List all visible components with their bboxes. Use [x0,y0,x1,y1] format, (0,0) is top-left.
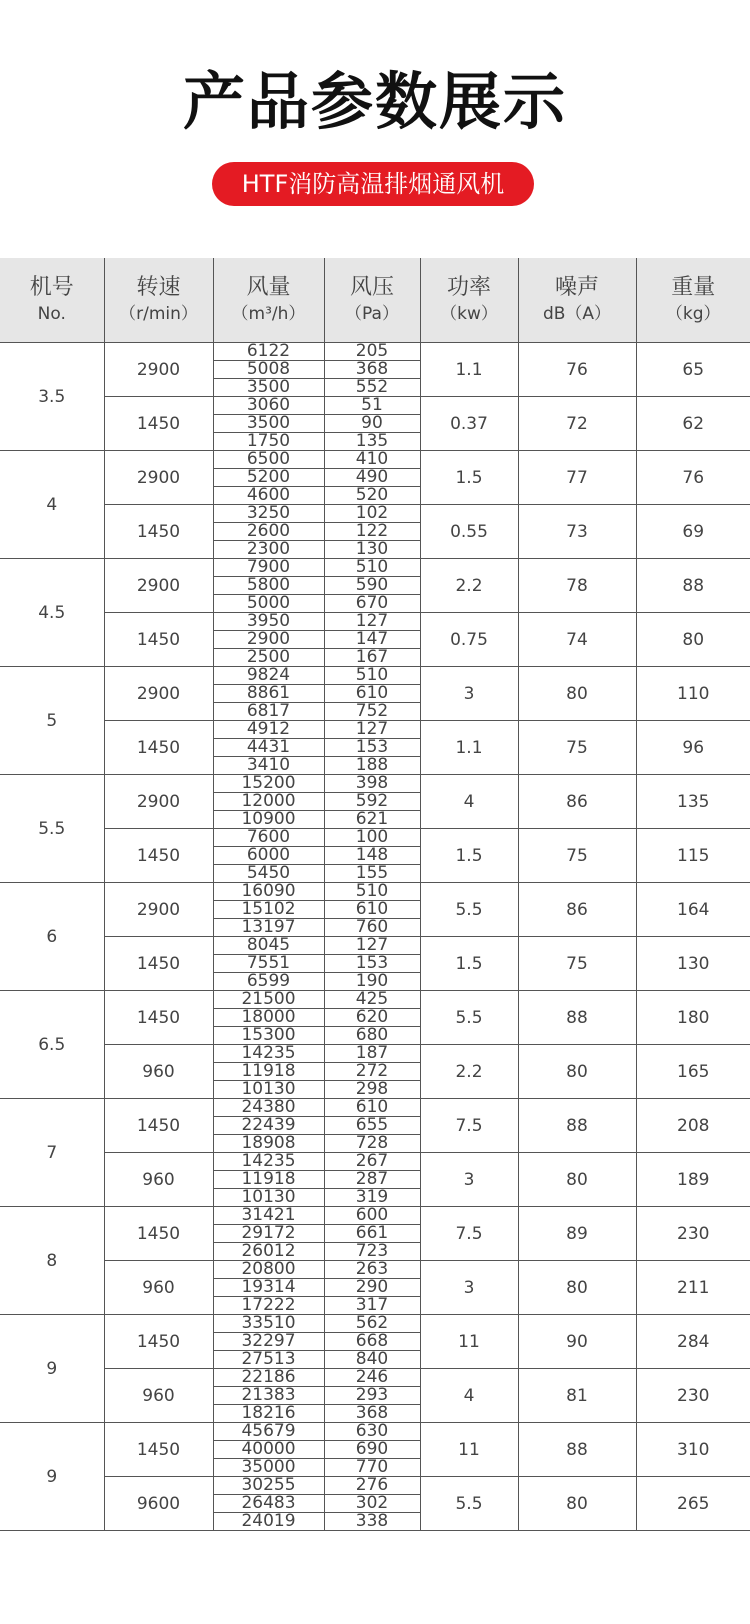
table-row [0,667,750,685]
power-cell: 7.5 [420,1099,518,1153]
model-no-cell: 3.5 [0,343,104,451]
air-pressure-cell: 287 [324,1171,420,1189]
power-cell: 11 [420,1315,518,1369]
speed-cell: 1450 [104,937,213,991]
air-pressure-cell: 490 [324,469,420,487]
air-volume-cell: 6500 [213,451,324,469]
weight-cell: 96 [636,721,750,775]
noise-cell: 75 [518,721,636,775]
air-pressure-cell: 368 [324,1405,420,1423]
air-volume-cell: 17222 [213,1297,324,1315]
air-pressure-cell: 298 [324,1081,420,1099]
air-pressure-cell: 130 [324,541,420,559]
air-volume-cell: 7600 [213,829,324,847]
air-volume-cell: 12000 [213,793,324,811]
air-volume-cell: 1750 [213,433,324,451]
table-row [0,397,750,415]
weight-cell: 208 [636,1099,750,1153]
power-cell: 2.2 [420,1045,518,1099]
air-pressure-cell: 723 [324,1243,420,1261]
noise-cell: 75 [518,937,636,991]
power-cell: 3 [420,667,518,721]
air-pressure-cell: 728 [324,1135,420,1153]
air-volume-cell: 2900 [213,631,324,649]
table-header-row [0,258,750,343]
power-cell: 5.5 [420,1477,518,1531]
air-volume-cell: 8861 [213,685,324,703]
air-pressure-cell: 317 [324,1297,420,1315]
air-volume-cell: 10130 [213,1189,324,1207]
speed-cell: 2900 [104,775,213,829]
air-pressure-cell: 187 [324,1045,420,1063]
speed-cell: 1450 [104,1315,213,1369]
weight-cell: 211 [636,1261,750,1315]
noise-cell: 76 [518,343,636,397]
weight-cell: 115 [636,829,750,883]
weight-cell: 189 [636,1153,750,1207]
speed-cell: 1450 [104,991,213,1045]
air-pressure-cell: 127 [324,721,420,739]
air-pressure-cell: 205 [324,343,420,361]
air-volume-cell: 8045 [213,937,324,955]
air-volume-cell: 27513 [213,1351,324,1369]
air-pressure-cell: 290 [324,1279,420,1297]
table-row [0,1423,750,1441]
table-row [0,937,750,955]
air-pressure-cell: 668 [324,1333,420,1351]
air-pressure-cell: 680 [324,1027,420,1045]
air-volume-cell: 24019 [213,1513,324,1531]
speed-cell: 960 [104,1045,213,1099]
air-pressure-cell: 153 [324,955,420,973]
table-row [0,1315,750,1333]
speed-cell: 960 [104,1153,213,1207]
noise-cell: 73 [518,505,636,559]
air-volume-cell: 13197 [213,919,324,937]
air-volume-cell: 2600 [213,523,324,541]
header-label: 风量 [246,275,291,300]
table-row [0,613,750,631]
table-row [0,1261,750,1279]
power-cell: 4 [420,1369,518,1423]
table-row [0,1477,750,1495]
model-no-cell: 8 [0,1207,104,1315]
air-volume-cell: 45679 [213,1423,324,1441]
speed-cell: 2900 [104,343,213,397]
air-pressure-cell: 155 [324,865,420,883]
air-volume-cell: 2300 [213,541,324,559]
air-pressure-cell: 770 [324,1459,420,1477]
air-pressure-cell: 590 [324,577,420,595]
power-cell: 1.1 [420,721,518,775]
air-volume-cell: 10130 [213,1081,324,1099]
air-pressure-cell: 610 [324,901,420,919]
air-pressure-cell: 276 [324,1477,420,1495]
model-no-cell: 7 [0,1099,104,1207]
parameters-table [0,258,750,1531]
air-pressure-cell: 263 [324,1261,420,1279]
air-volume-cell: 18908 [213,1135,324,1153]
air-volume-cell: 5800 [213,577,324,595]
noise-cell: 81 [518,1369,636,1423]
header-unit: dB（A） [542,304,612,324]
air-pressure-cell: 102 [324,505,420,523]
speed-cell: 2900 [104,451,213,505]
weight-cell: 88 [636,559,750,613]
air-pressure-cell: 122 [324,523,420,541]
header-unit: （kw） [440,304,498,324]
air-volume-cell: 21383 [213,1387,324,1405]
noise-cell: 75 [518,829,636,883]
air-pressure-cell: 620 [324,1009,420,1027]
model-no-cell: 6.5 [0,991,104,1099]
air-pressure-cell: 510 [324,559,420,577]
air-pressure-cell: 760 [324,919,420,937]
air-volume-cell: 30255 [213,1477,324,1495]
air-volume-cell: 20800 [213,1261,324,1279]
table-row [0,559,750,577]
power-cell: 1.5 [420,451,518,505]
model-no-cell: 4.5 [0,559,104,667]
header-model-no [0,258,104,343]
air-volume-cell: 3410 [213,757,324,775]
air-pressure-cell: 338 [324,1513,420,1531]
header-unit: （r/min） [119,304,198,324]
air-pressure-cell: 267 [324,1153,420,1171]
table-row [0,721,750,739]
air-volume-cell: 24380 [213,1099,324,1117]
weight-cell: 110 [636,667,750,721]
air-pressure-cell: 272 [324,1063,420,1081]
noise-cell: 88 [518,991,636,1045]
air-volume-cell: 3500 [213,379,324,397]
air-pressure-cell: 410 [324,451,420,469]
air-volume-cell: 2500 [213,649,324,667]
air-pressure-cell: 147 [324,631,420,649]
table-body [0,343,750,1531]
power-cell: 5.5 [420,883,518,937]
air-volume-cell: 6817 [213,703,324,721]
air-volume-cell: 14235 [213,1045,324,1063]
table-row [0,1207,750,1225]
weight-cell: 65 [636,343,750,397]
air-volume-cell: 10900 [213,811,324,829]
air-volume-cell: 5200 [213,469,324,487]
air-volume-cell: 3500 [213,415,324,433]
table-row [0,1153,750,1171]
header-label: 噪声 [554,275,599,300]
model-no-cell: 5 [0,667,104,775]
speed-cell: 960 [104,1369,213,1423]
noise-cell: 77 [518,451,636,505]
power-cell: 1.1 [420,343,518,397]
speed-cell: 960 [104,1261,213,1315]
power-cell: 2.2 [420,559,518,613]
weight-cell: 69 [636,505,750,559]
weight-cell: 265 [636,1477,750,1531]
air-volume-cell: 4431 [213,739,324,757]
noise-cell: 80 [518,1261,636,1315]
table-row [0,1099,750,1117]
header-label: 功率 [446,275,491,300]
air-volume-cell: 22186 [213,1369,324,1387]
air-pressure-cell: 302 [324,1495,420,1513]
air-pressure-cell: 562 [324,1315,420,1333]
table-row [0,829,750,847]
weight-cell: 165 [636,1045,750,1099]
speed-cell: 2900 [104,559,213,613]
weight-cell: 76 [636,451,750,505]
header-label: 机号 [29,275,74,300]
air-pressure-cell: 840 [324,1351,420,1369]
noise-cell: 88 [518,1099,636,1153]
air-pressure-cell: 90 [324,415,420,433]
air-pressure-cell: 425 [324,991,420,1009]
weight-cell: 135 [636,775,750,829]
air-volume-cell: 7551 [213,955,324,973]
page-title: 产品参数展示 [182,65,567,138]
air-pressure-cell: 552 [324,379,420,397]
header-air-volume [213,258,324,343]
air-volume-cell: 14235 [213,1153,324,1171]
air-volume-cell: 5008 [213,361,324,379]
air-pressure-cell: 167 [324,649,420,667]
air-pressure-cell: 127 [324,613,420,631]
air-pressure-cell: 630 [324,1423,420,1441]
air-volume-cell: 35000 [213,1459,324,1477]
air-pressure-cell: 153 [324,739,420,757]
speed-cell: 2900 [104,883,213,937]
air-pressure-cell: 661 [324,1225,420,1243]
power-cell: 11 [420,1423,518,1477]
air-pressure-cell: 368 [324,361,420,379]
air-volume-cell: 3950 [213,613,324,631]
air-pressure-cell: 398 [324,775,420,793]
noise-cell: 78 [518,559,636,613]
air-volume-cell: 5450 [213,865,324,883]
air-pressure-cell: 610 [324,1099,420,1117]
speed-cell: 1450 [104,397,213,451]
air-volume-cell: 19314 [213,1279,324,1297]
table-row [0,1045,750,1063]
air-pressure-cell: 670 [324,595,420,613]
weight-cell: 230 [636,1207,750,1261]
air-volume-cell: 15300 [213,1027,324,1045]
power-cell: 3 [420,1153,518,1207]
air-volume-cell: 7900 [213,559,324,577]
speed-cell: 1450 [104,1423,213,1477]
model-no-cell: 9 [0,1423,104,1531]
air-pressure-cell: 600 [324,1207,420,1225]
air-pressure-cell: 127 [324,937,420,955]
air-volume-cell: 22439 [213,1117,324,1135]
air-pressure-cell: 510 [324,667,420,685]
noise-cell: 80 [518,667,636,721]
air-pressure-cell: 690 [324,1441,420,1459]
noise-cell: 88 [518,1423,636,1477]
air-pressure-cell: 319 [324,1189,420,1207]
noise-cell: 80 [518,1045,636,1099]
power-cell: 3 [420,1261,518,1315]
air-pressure-cell: 148 [324,847,420,865]
weight-cell: 62 [636,397,750,451]
subtitle-badge: HTF消防高温排烟通风机 [212,162,534,206]
speed-cell: 1450 [104,613,213,667]
air-volume-cell: 6599 [213,973,324,991]
speed-cell: 1450 [104,1207,213,1261]
header-unit: （Pa） [345,304,399,324]
power-cell: 7.5 [420,1207,518,1261]
air-pressure-cell: 135 [324,433,420,451]
air-pressure-cell: 510 [324,883,420,901]
header-power [420,258,518,343]
air-pressure-cell: 592 [324,793,420,811]
noise-cell: 86 [518,775,636,829]
header-label: 转速 [136,275,181,300]
weight-cell: 80 [636,613,750,667]
speed-cell: 1450 [104,505,213,559]
weight-cell: 180 [636,991,750,1045]
table-row [0,775,750,793]
air-volume-cell: 18000 [213,1009,324,1027]
speed-cell: 1450 [104,829,213,883]
air-volume-cell: 11918 [213,1171,324,1189]
weight-cell: 164 [636,883,750,937]
power-cell: 5.5 [420,991,518,1045]
air-volume-cell: 16090 [213,883,324,901]
air-volume-cell: 4600 [213,487,324,505]
power-cell: 1.5 [420,937,518,991]
air-pressure-cell: 655 [324,1117,420,1135]
header-noise [518,258,636,343]
air-pressure-cell: 246 [324,1369,420,1387]
air-volume-cell: 15200 [213,775,324,793]
air-pressure-cell: 621 [324,811,420,829]
header-unit: （m³/h） [231,304,306,324]
power-cell: 0.75 [420,613,518,667]
header-weight [636,258,750,343]
air-pressure-cell: 610 [324,685,420,703]
air-volume-cell: 40000 [213,1441,324,1459]
power-cell: 0.37 [420,397,518,451]
table-row [0,505,750,523]
noise-cell: 80 [518,1153,636,1207]
table-row [0,343,750,361]
speed-cell: 2900 [104,667,213,721]
air-volume-cell: 32297 [213,1333,324,1351]
air-pressure-cell: 752 [324,703,420,721]
power-cell: 1.5 [420,829,518,883]
noise-cell: 74 [518,613,636,667]
air-volume-cell: 33510 [213,1315,324,1333]
header-label: 风压 [349,275,394,300]
air-volume-cell: 26483 [213,1495,324,1513]
weight-cell: 284 [636,1315,750,1369]
weight-cell: 230 [636,1369,750,1423]
noise-cell: 89 [518,1207,636,1261]
air-volume-cell: 29172 [213,1225,324,1243]
air-pressure-cell: 100 [324,829,420,847]
air-pressure-cell: 188 [324,757,420,775]
header-speed [104,258,213,343]
air-volume-cell: 9824 [213,667,324,685]
header-unit: （kg） [665,304,721,324]
model-no-cell: 5.5 [0,775,104,883]
air-volume-cell: 3250 [213,505,324,523]
air-volume-cell: 4912 [213,721,324,739]
speed-cell: 9600 [104,1477,213,1531]
table-row [0,1369,750,1387]
air-pressure-cell: 520 [324,487,420,505]
air-volume-cell: 6000 [213,847,324,865]
model-no-cell: 9 [0,1315,104,1423]
air-pressure-cell: 293 [324,1387,420,1405]
weight-cell: 130 [636,937,750,991]
noise-cell: 72 [518,397,636,451]
air-pressure-cell: 190 [324,973,420,991]
table-row [0,451,750,469]
noise-cell: 90 [518,1315,636,1369]
air-volume-cell: 5000 [213,595,324,613]
air-volume-cell: 18216 [213,1405,324,1423]
air-volume-cell: 11918 [213,1063,324,1081]
weight-cell: 310 [636,1423,750,1477]
speed-cell: 1450 [104,721,213,775]
noise-cell: 86 [518,883,636,937]
speed-cell: 1450 [104,1099,213,1153]
power-cell: 0.55 [420,505,518,559]
power-cell: 4 [420,775,518,829]
air-volume-cell: 31421 [213,1207,324,1225]
table-row [0,883,750,901]
model-no-cell: 4 [0,451,104,559]
header-label: 重量 [671,275,716,300]
air-volume-cell: 6122 [213,343,324,361]
header-unit: No. [37,304,66,324]
air-pressure-cell: 51 [324,397,420,415]
noise-cell: 80 [518,1477,636,1531]
air-volume-cell: 21500 [213,991,324,1009]
air-volume-cell: 15102 [213,901,324,919]
air-volume-cell: 3060 [213,397,324,415]
header-air-pressure [324,258,420,343]
table-row [0,991,750,1009]
model-no-cell: 6 [0,883,104,991]
air-volume-cell: 26012 [213,1243,324,1261]
